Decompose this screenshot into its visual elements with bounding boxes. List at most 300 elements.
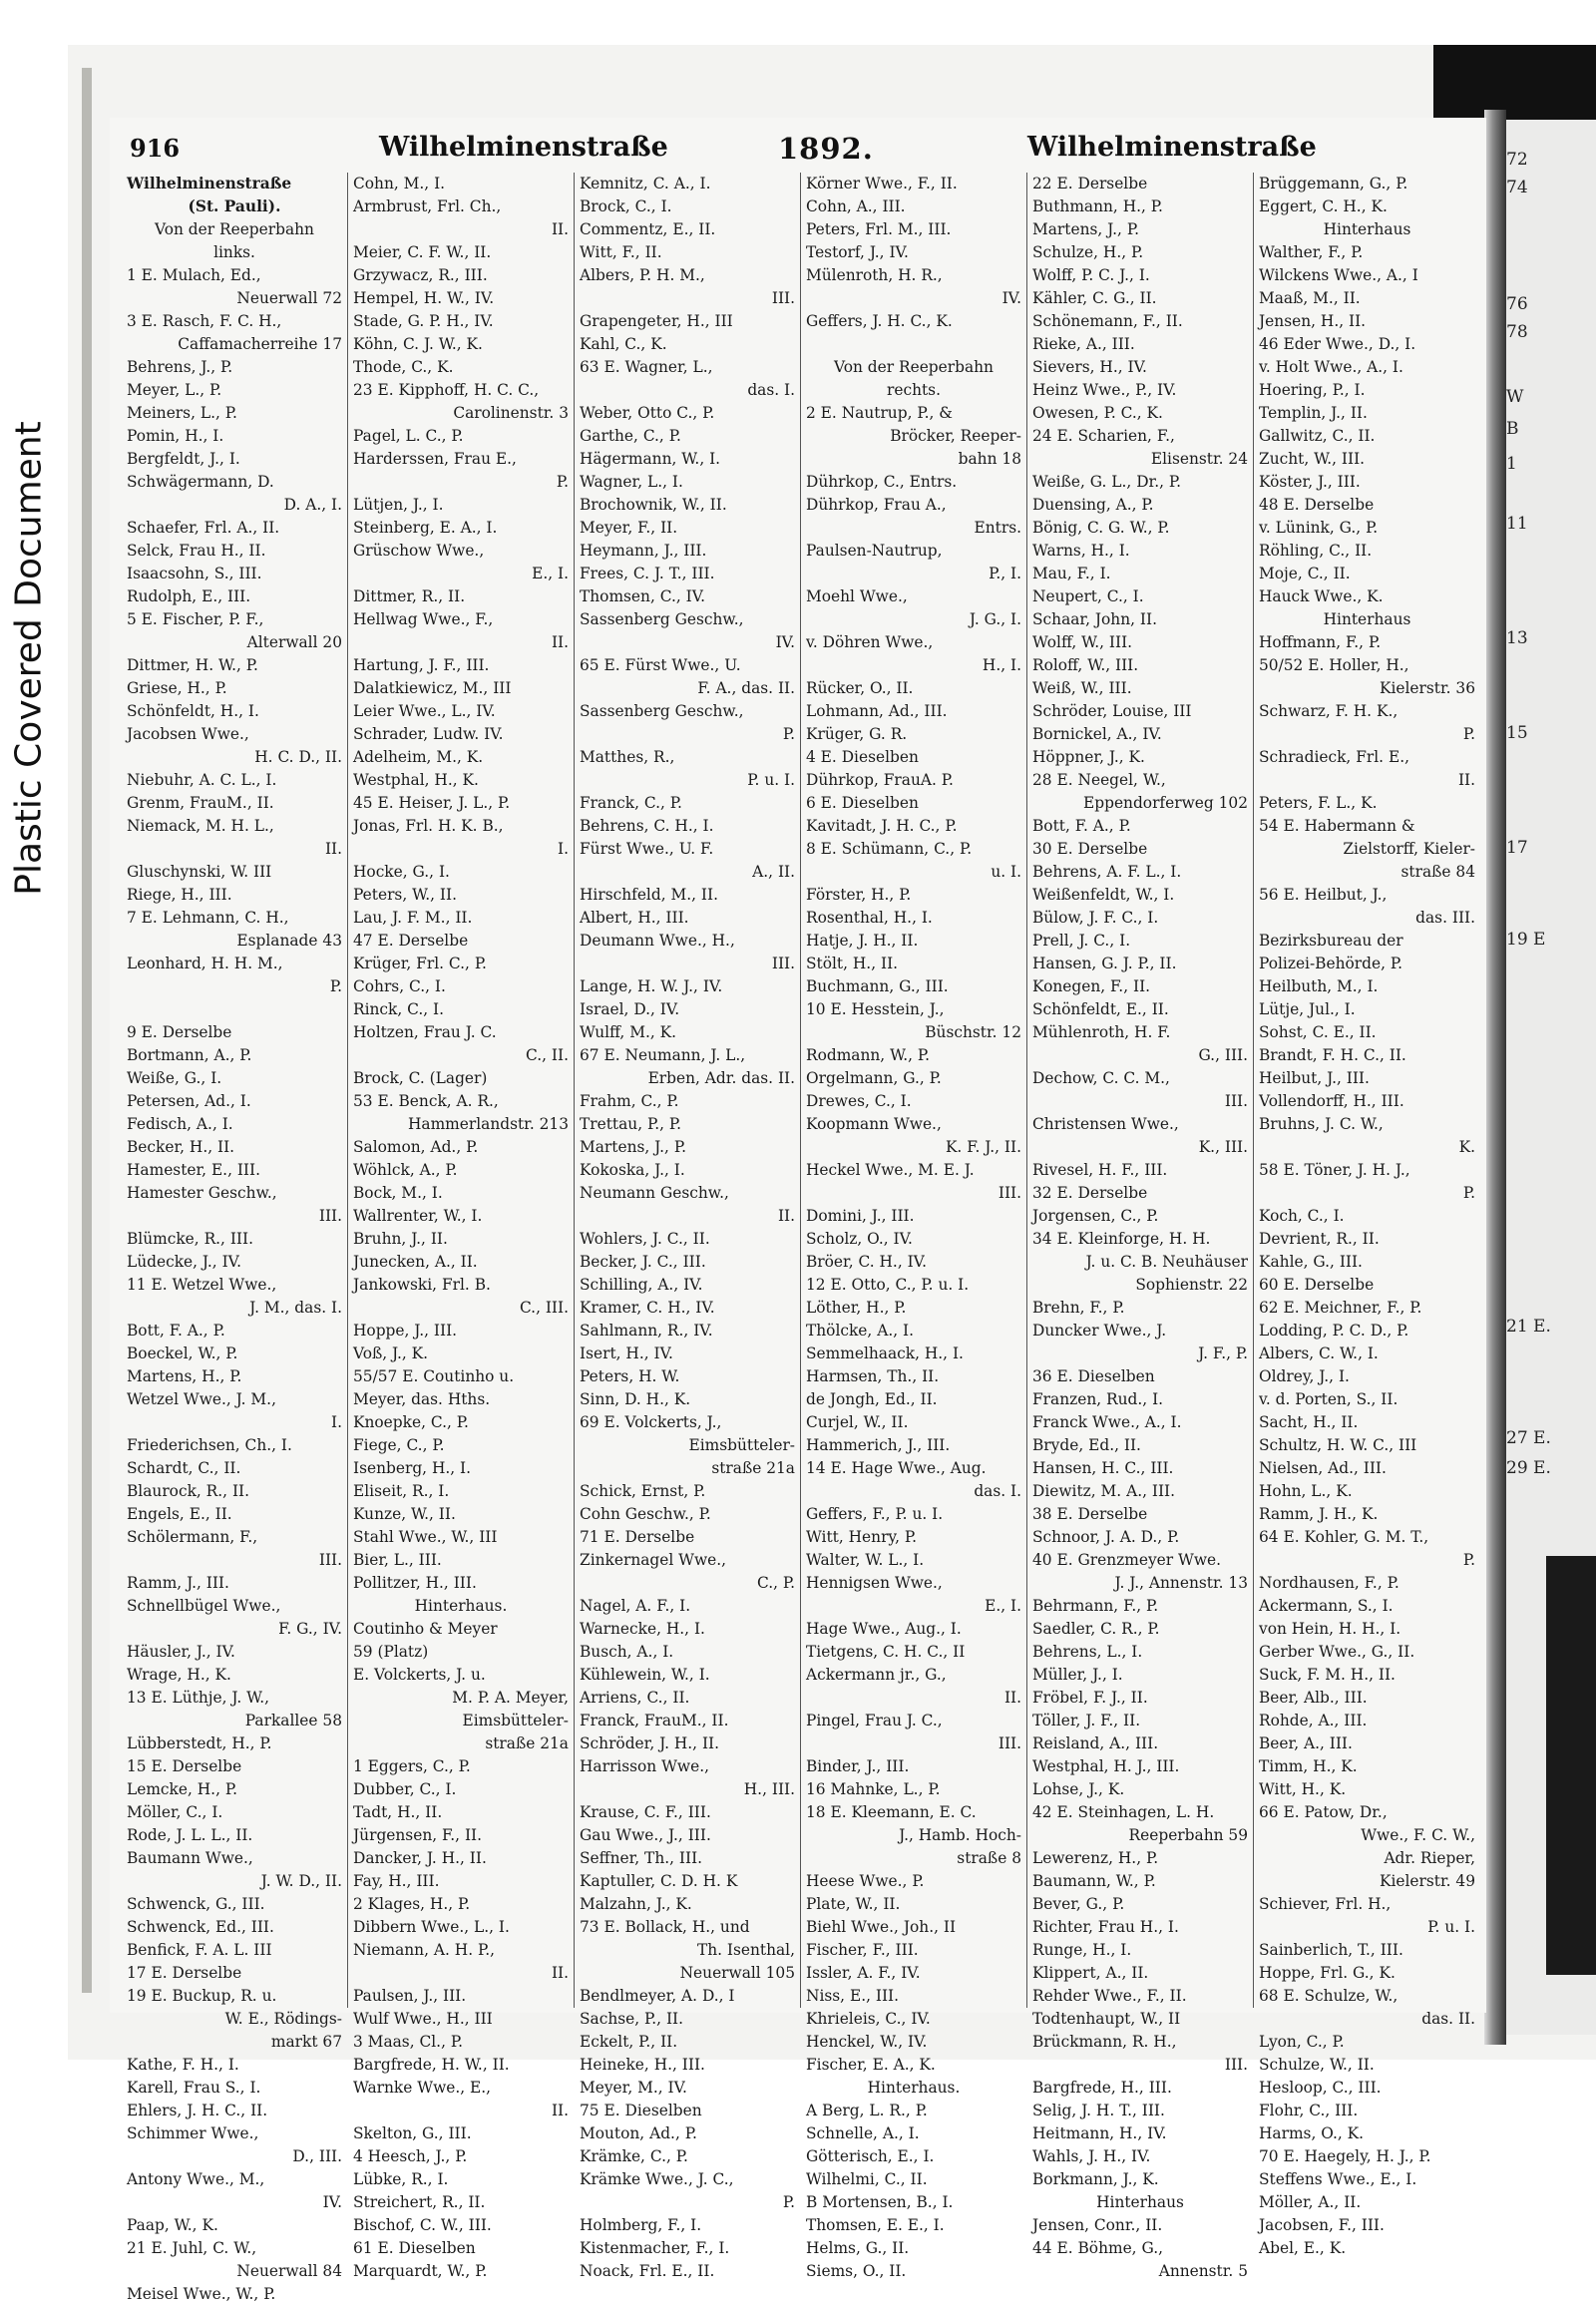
directory-entry: 66 E. Patow, Dr., xyxy=(1259,1803,1388,1821)
directory-entry: Häusler, J., IV. xyxy=(127,1643,235,1661)
directory-entry: A Berg, L. R., P. xyxy=(806,2102,928,2119)
directory-entry: 8 E. Schümann, C., P. xyxy=(806,840,973,858)
directory-entry: das. II. xyxy=(1421,2010,1475,2028)
directory-entry: Salomon, Ad., P. xyxy=(353,1138,479,1156)
directory-entry: Sohst, C. E., II. xyxy=(1259,1023,1377,1041)
directory-entry: 64 E. Kohler, G. M. T., xyxy=(1259,1528,1429,1546)
directory-entry: Dechow, C. C. M., xyxy=(1032,1069,1170,1087)
next-page-fragment: 27 E. xyxy=(1506,1428,1551,1448)
directory-entry: Grenm, FrauM., II. xyxy=(127,794,274,812)
directory-entry: Dührkop, FrauA. P. xyxy=(806,771,954,789)
directory-entry: Polizei-Behörde, P. xyxy=(1259,955,1403,972)
directory-entry: Albers, P. H. M., xyxy=(580,266,705,284)
directory-column-1 xyxy=(122,173,348,2303)
directory-entry: Sassenberg Geschw., xyxy=(580,610,744,628)
directory-entry: markt 67 xyxy=(270,2033,342,2051)
directory-entry: P. xyxy=(329,977,342,995)
directory-entry: Hellwag Wwe., F., xyxy=(353,610,494,628)
directory-entry: Voß, J., K. xyxy=(353,1345,429,1362)
directory-entry: H., I. xyxy=(982,656,1021,674)
next-page-fragment: 1 xyxy=(1506,454,1517,474)
directory-entry: Dancker, J. H., II. xyxy=(353,1849,487,1867)
directory-entry: Wallrenter, W., I. xyxy=(353,1207,483,1225)
directory-entry: Behrens, A. F. L., I. xyxy=(1032,863,1182,881)
directory-entry: 12 E. Otto, C., P. u. I. xyxy=(806,1276,970,1294)
directory-entry xyxy=(127,998,342,1021)
directory-entry: P. xyxy=(1462,725,1475,743)
directory-entry: Scholz, O., IV. xyxy=(806,1230,913,1248)
directory-entry: 62 E. Meichner, F., P. xyxy=(1259,1299,1422,1317)
directory-entry: IV. xyxy=(322,2193,342,2211)
next-page-fragment: 29 E. xyxy=(1506,1458,1551,1478)
directory-entry: Hocke, G., I. xyxy=(353,863,450,881)
directory-entry: Lau, J. F. M., II. xyxy=(353,909,473,927)
directory-entry: Franck, FrauM., II. xyxy=(580,1712,729,1730)
directory-entry: III. xyxy=(998,1734,1021,1752)
directory-entry: 36 E. Dieselben xyxy=(1032,1367,1155,1385)
directory-entry: Behrmann, F., P. xyxy=(1032,1597,1159,1615)
directory-entry: Neupert, C., I. xyxy=(1032,587,1144,605)
directory-entry: Hansen, H. C., III. xyxy=(1032,1459,1174,1477)
directory-entry: 50/52 E. Holler, H., xyxy=(1259,656,1409,674)
directory-entry: A., II. xyxy=(752,863,795,881)
directory-entry: Bargfrede, H., III. xyxy=(1032,2079,1172,2097)
directory-entry: Thode, C., K. xyxy=(353,358,454,376)
directory-entry: Krause, C. F., III. xyxy=(580,1803,711,1821)
directory-entry: Rohde, A., III. xyxy=(1259,1712,1368,1730)
directory-entry: Hinterhaus xyxy=(1096,2193,1184,2211)
directory-entry: Krämke Wwe., J. C., xyxy=(580,2170,734,2188)
next-page-fragment: 74 xyxy=(1506,178,1528,197)
directory-entry: Eppendorferweg 102 xyxy=(1083,794,1248,812)
directory-entry: Fedisch, A., I. xyxy=(127,1115,233,1133)
directory-entry: Brock, C. (Lager) xyxy=(353,1069,488,1087)
directory-entry: Bever, G., P. xyxy=(1032,1895,1125,1913)
directory-entry: links. xyxy=(213,243,255,261)
directory-entry: Blaurock, R., II. xyxy=(127,1482,249,1500)
directory-entry: Frahm, C., P. xyxy=(580,1092,679,1110)
directory-entry: Moehl Wwe., xyxy=(806,587,908,605)
directory-entry: Franck Wwe., A., I. xyxy=(1032,1413,1182,1431)
directory-entry: bahn 18 xyxy=(958,450,1021,468)
directory-entry: Noack, Frl. E., II. xyxy=(580,2262,715,2280)
directory-entry: Griese, H., P. xyxy=(127,679,227,697)
directory-entry: III. xyxy=(318,1551,342,1569)
directory-entry: Isenberg, H., I. xyxy=(353,1459,472,1477)
directory-entry: Busch, A., I. xyxy=(580,1643,674,1661)
directory-entry: Franck, C., P. xyxy=(580,794,682,812)
directory-entry: Owesen, P. C., K. xyxy=(1032,404,1163,422)
directory-entry: Rodmann, W., P. xyxy=(806,1046,931,1064)
directory-page xyxy=(110,118,1486,2303)
directory-entry: Neuerwall 72 xyxy=(236,289,342,307)
directory-entry: Behrens, L., I. xyxy=(1032,1643,1143,1661)
directory-entry: Kaptuller, C. D. H. K xyxy=(580,1872,738,1890)
directory-entry: 46 Eder Wwe., D., I. xyxy=(1259,335,1416,353)
directory-entry: Curjel, W., II. xyxy=(806,1413,909,1431)
directory-entry: Schulze, W., II. xyxy=(1259,2056,1375,2074)
directory-entry: Bott, F. A., P. xyxy=(127,1322,225,1340)
directory-entry: Semmelhaack, H., I. xyxy=(806,1345,964,1362)
directory-entry: Borkmann, J., K. xyxy=(1032,2170,1159,2188)
directory-entry: Schwenck, Ed., III. xyxy=(127,1918,274,1936)
directory-entry: das. I. xyxy=(747,381,795,399)
directory-entry: Junecken, A., II. xyxy=(353,1253,478,1271)
directory-entry: 5 E. Fischer, P. F., xyxy=(127,610,264,628)
directory-entry: Eckelt, P., II. xyxy=(580,2033,678,2051)
directory-entry: J. J., Annenstr. 13 xyxy=(1114,1574,1248,1592)
directory-entry: 14 E. Hage Wwe., Aug. xyxy=(806,1459,987,1477)
scanner-shadow-right xyxy=(1546,1556,1596,1975)
directory-entry: de Jongh, Ed., II. xyxy=(806,1390,938,1408)
directory-entry: Adr. Rieper, xyxy=(1384,1849,1475,1867)
directory-entry: 4 Heesch, J., P. xyxy=(353,2147,468,2165)
directory-entry: Kühlewein, W., I. xyxy=(580,1666,710,1684)
directory-entry: Sachse, P., II. xyxy=(580,2010,684,2028)
directory-entry: E. Volckerts, J. u. xyxy=(353,1666,486,1684)
directory-entry: Kunze, W., II. xyxy=(353,1505,456,1523)
directory-entry: Dubber, C., I. xyxy=(353,1780,457,1798)
directory-entry: Matthes, R., xyxy=(580,748,675,766)
directory-entry: Marquardt, W., P. xyxy=(353,2262,488,2280)
directory-entry: Heilbuth, M., I. xyxy=(1259,977,1379,995)
directory-entry: Bier, L., III. xyxy=(353,1551,442,1569)
directory-entry: Meier, C. F. W., II. xyxy=(353,243,492,261)
directory-entry: Paap, W., K. xyxy=(127,2216,218,2234)
directory-entry: Eimsbütteler- xyxy=(462,1712,569,1730)
directory-entry: v. d. Porten, S., II. xyxy=(1259,1390,1398,1408)
directory-entry: Kokoska, J., I. xyxy=(580,1161,685,1179)
directory-entry: Lübberstedt, H., P. xyxy=(127,1734,272,1752)
directory-entry: Albert, H., III. xyxy=(580,909,689,927)
directory-entry: Schwägermann, D. xyxy=(127,473,274,491)
directory-entry: Wulff, M., K. xyxy=(580,1023,677,1041)
directory-entry: Bönig, C. G. W., P. xyxy=(1032,519,1170,537)
directory-entry: Zucht, W., III. xyxy=(1259,450,1366,468)
directory-entry: Löther, H., P. xyxy=(806,1299,907,1317)
directory-entry: Martens, H., P. xyxy=(127,1367,242,1385)
directory-entry: Stahl Wwe., W., III xyxy=(353,1528,498,1546)
next-page-fragment: 17 xyxy=(1506,838,1528,858)
directory-entry: P. xyxy=(1462,1184,1475,1202)
directory-entry: Wahls, J. H., IV. xyxy=(1032,2147,1151,2165)
directory-entry: Schilling, A., IV. xyxy=(580,1276,703,1294)
directory-entry: Hirschfeld, M., II. xyxy=(580,886,718,904)
directory-entry: P. u. I. xyxy=(747,771,795,789)
directory-entry: Müller, J., I. xyxy=(1032,1666,1123,1684)
overlay-label: Plastic Covered Document xyxy=(8,421,50,896)
directory-entry: Wohlers, J. C., II. xyxy=(580,1230,710,1248)
directory-entry: D. A., I. xyxy=(283,496,342,514)
directory-entry: Niss, E., III. xyxy=(806,1987,900,2005)
directory-entry: von Hein, H. H., I. xyxy=(1259,1620,1401,1638)
directory-entry: 40 E. Grenzmeyer Wwe. xyxy=(1032,1551,1222,1569)
running-head-left: Wilhelminenstraße xyxy=(379,132,668,163)
directory-entry: Bortmann, A., P. xyxy=(127,1046,252,1064)
directory-entry: Dührkop, Frau A., xyxy=(806,496,947,514)
directory-entry: Knoepke, C., P. xyxy=(353,1413,469,1431)
directory-entry: Hammerich, J., III. xyxy=(806,1436,951,1454)
directory-entry: F. A., das. II. xyxy=(697,679,795,697)
directory-entry: Gau Wwe., J., III. xyxy=(580,1826,711,1844)
directory-entry: Henckel, W., IV. xyxy=(806,2033,928,2051)
directory-entry: Bryde, Ed., II. xyxy=(1032,1436,1141,1454)
directory-entry: Krüger, Frl. C., P. xyxy=(353,955,487,972)
directory-entry: Wrage, H., K. xyxy=(127,1666,231,1684)
directory-entry: 34 E. Kleinforge, H. H. xyxy=(1032,1230,1211,1248)
directory-entry: Schönfeldt, E., II. xyxy=(1032,1000,1169,1018)
directory-entry: Witt, H., K. xyxy=(1259,1780,1347,1798)
next-page-fragment: 11 xyxy=(1506,514,1528,534)
directory-entry: Witt, Henry, P. xyxy=(806,1528,917,1546)
directory-entry: 55/57 E. Coutinho u. xyxy=(353,1367,515,1385)
directory-entry: straße 21a xyxy=(485,1734,569,1752)
directory-entry: 19 E. Buckup, R. u. xyxy=(127,1987,277,2005)
directory-entry: Sainberlich, T., III. xyxy=(1259,1941,1403,1959)
directory-entry: II. xyxy=(1457,771,1475,789)
directory-entry: II. xyxy=(551,2102,569,2119)
directory-entry: Martens, J., P. xyxy=(580,1138,686,1156)
directory-entry: Isaacsohn, S., III. xyxy=(127,565,262,582)
directory-entry: Testorf, J., IV. xyxy=(806,243,909,261)
directory-entry: Röhling, C., II. xyxy=(1259,542,1373,560)
directory-entry: K. F. J., II. xyxy=(945,1138,1021,1156)
directory-entry: u. I. xyxy=(991,863,1021,881)
directory-entry: Beer, A., III. xyxy=(1259,1734,1353,1752)
directory-entry: Schwarz, F. H. K., xyxy=(1259,702,1398,720)
directory-entry: 71 E. Derselbe xyxy=(580,1528,695,1546)
directory-entry: 2 E. Nautrup, P., & xyxy=(806,404,953,422)
directory-entry: Kathe, F. H., I. xyxy=(127,2056,239,2074)
directory-entry: Peters, W., II. xyxy=(353,886,457,904)
directory-entry: Hempel, H. W., IV. xyxy=(353,289,495,307)
directory-entry: 17 E. Derselbe xyxy=(127,1964,242,1982)
directory-entry: Arriens, C., II. xyxy=(580,1689,690,1707)
directory-entry: Lohmann, Ad., III. xyxy=(806,702,948,720)
directory-entry: Boeckel, W., P. xyxy=(127,1345,238,1362)
directory-entry: K., III. xyxy=(1198,1138,1248,1156)
directory-entry: Harms, O., K. xyxy=(1259,2124,1365,2142)
directory-entry: v. Lünink, G., P. xyxy=(1259,519,1379,537)
directory-entry: Wetzel Wwe., J. M., xyxy=(127,1390,276,1408)
directory-entry: Nagel, A. F., I. xyxy=(580,1597,691,1615)
directory-entry: v. Holt Wwe., A., I. xyxy=(1259,358,1403,376)
next-page-fragment: B xyxy=(1506,419,1519,439)
directory-entry: 75 E. Dieselben xyxy=(580,2102,702,2119)
directory-entry: Bülow, J. F. C., I. xyxy=(1032,909,1159,927)
directory-entry: Niebuhr, A. C. L., I. xyxy=(127,771,277,789)
directory-entry: Schimmer Wwe., xyxy=(127,2124,259,2142)
directory-entry: Bargfrede, H. W., II. xyxy=(353,2056,510,2074)
directory-entry: 3 Maas, Cl., P. xyxy=(353,2033,463,2051)
directory-entry: Wolff, P. C. J., I. xyxy=(1032,266,1150,284)
directory-entry: Büschstr. 12 xyxy=(925,1023,1021,1041)
directory-entry: Hamester, E., III. xyxy=(127,1161,260,1179)
directory-entry: Hansen, G. J. P., II. xyxy=(1032,955,1177,972)
directory-entry: Orgelmann, G., P. xyxy=(806,1069,942,1087)
directory-entry: II. xyxy=(1003,1689,1021,1707)
directory-entry: I. xyxy=(558,840,569,858)
directory-entry: Möller, C., I. xyxy=(127,1803,223,1821)
directory-entry: Domini, J., III. xyxy=(806,1207,915,1225)
directory-entry: Timm, H., K. xyxy=(1259,1757,1358,1775)
directory-entry: Dittmer, R., II. xyxy=(353,587,466,605)
directory-entry: Bröer, C. H., IV. xyxy=(806,1253,927,1271)
directory-entry: Brandt, F. H. C., II. xyxy=(1259,1046,1406,1064)
directory-entry: Kistenmacher, F., I. xyxy=(580,2239,730,2257)
directory-entry: Dibbern Wwe., L., I. xyxy=(353,1918,510,1936)
directory-entry: Hatje, J. H., II. xyxy=(806,932,919,950)
directory-entry: Reisland, A., III. xyxy=(1032,1734,1159,1752)
directory-entry: Buthmann, H., P. xyxy=(1032,197,1163,215)
directory-entry: B Mortensen, B., I. xyxy=(806,2193,954,2211)
directory-entry: 9 E. Derselbe xyxy=(127,1023,232,1041)
year-heading: 1892. xyxy=(778,132,874,166)
directory-entry: Neuerwall 105 xyxy=(679,1964,795,1982)
directory-entry: Eliseit, R., I. xyxy=(353,1482,450,1500)
running-head-right: Wilhelminenstraße xyxy=(1027,132,1317,163)
directory-entry: Devrient, R., II. xyxy=(1259,1230,1380,1248)
directory-entry: Peters, Frl. M., III. xyxy=(806,220,952,238)
directory-entry: F. G., IV. xyxy=(278,1620,342,1638)
directory-entry: Cohrs, C., I. xyxy=(353,977,446,995)
directory-entry: Schnoor, J. A. D., P. xyxy=(1032,1528,1180,1546)
directory-entry: Steinberg, E. A., I. xyxy=(353,519,498,537)
directory-entry: Becker, J. C., III. xyxy=(580,1253,706,1271)
directory-entry: Ramm, J., III. xyxy=(127,1574,229,1592)
directory-entry: Jacobsen Wwe., xyxy=(127,725,249,743)
directory-entry: Heese Wwe., P. xyxy=(806,1872,925,1890)
directory-entry: Walter, W. L., I. xyxy=(806,1551,925,1569)
directory-entry: Friederichsen, Ch., I. xyxy=(127,1436,292,1454)
directory-entry: Harderssen, Frau E., xyxy=(353,450,517,468)
directory-entry: Pingel, Frau J. C., xyxy=(806,1712,943,1730)
directory-entry: Grzywacz, R., III. xyxy=(353,266,488,284)
directory-entry: Hägermann, W., I. xyxy=(580,450,721,468)
directory-entry: Bornickel, A., IV. xyxy=(1032,725,1162,743)
directory-column-5 xyxy=(1027,173,1254,2280)
directory-entry: Vollendorff, H., III. xyxy=(1259,1092,1404,1110)
directory-entry: Helms, G., II. xyxy=(806,2239,910,2257)
directory-entry: Weiße, G., I. xyxy=(127,1069,222,1087)
directory-entry: Hinterhaus xyxy=(1323,610,1411,628)
directory-entry: Bröcker, Reeper- xyxy=(890,427,1021,445)
directory-entry: Warns, H., I. xyxy=(1032,542,1130,560)
directory-entry: Diewitz, M. A., III. xyxy=(1032,1482,1176,1500)
directory-entry: Christensen Wwe., xyxy=(1032,1115,1179,1133)
directory-entry: Weiße, G. L., Dr., P. xyxy=(1032,473,1182,491)
directory-entry: Lüdecke, J., IV. xyxy=(127,1253,241,1271)
directory-entry: Heineke, H., III. xyxy=(580,2056,705,2074)
directory-entry: Fürst Wwe., U. F. xyxy=(580,840,714,858)
directory-entry: Leonhard, H. H. M., xyxy=(127,955,283,972)
directory-entry: Wilhelmi, C., II. xyxy=(806,2170,928,2188)
directory-entry: Sinn, D. H., K. xyxy=(580,1390,691,1408)
directory-entry: Richter, Frau H., I. xyxy=(1032,1918,1179,1936)
directory-entry: 60 E. Derselbe xyxy=(1259,1276,1375,1294)
directory-entry: Wulf Wwe., H., III xyxy=(353,2010,493,2028)
directory-entry: Leier Wwe., L., IV. xyxy=(353,702,496,720)
directory-entry: 70 E. Haegely, H. J., P. xyxy=(1259,2147,1431,2165)
directory-entry: Brochownik, W., II. xyxy=(580,496,727,514)
directory-entry: Entrs. xyxy=(974,519,1021,537)
directory-entry: C., II. xyxy=(526,1046,569,1064)
directory-entry: Eimsbütteler- xyxy=(688,1436,795,1454)
directory-entry: Weißenfeldt, W., I. xyxy=(1032,886,1175,904)
directory-entry: C., P. xyxy=(756,1574,795,1592)
directory-entry: 22 E. Derselbe xyxy=(1032,175,1148,192)
directory-entry: G., III. xyxy=(1198,1046,1248,1064)
directory-entry: Kähler, C. G., II. xyxy=(1032,289,1157,307)
directory-entry: Hohn, L., K. xyxy=(1259,1482,1353,1500)
page-edge xyxy=(82,68,92,1993)
directory-entry: I. xyxy=(331,1413,342,1431)
directory-entry: Heymann, J., III. xyxy=(580,542,707,560)
directory-entry: Adelheim, M., K. xyxy=(353,748,484,766)
directory-entry: Heinz Wwe., P., IV. xyxy=(1032,381,1177,399)
directory-column-4 xyxy=(801,173,1027,2280)
directory-column-3 xyxy=(575,173,801,2280)
directory-entry: E., I. xyxy=(532,565,569,582)
directory-entry: Reeperbahn 59 xyxy=(1128,1826,1248,1844)
directory-entry: Selig, J. H. T., III. xyxy=(1032,2102,1165,2119)
directory-entry: 4 E. Dieselben xyxy=(806,748,919,766)
next-page-fragment: 19 E xyxy=(1506,930,1546,950)
directory-entry: Koch, C., I. xyxy=(1259,1207,1345,1225)
directory-entry: Isert, H., IV. xyxy=(580,1345,673,1362)
directory-entry: J. u. C. B. Neuhäuser xyxy=(1085,1253,1248,1271)
next-page-fragment: 13 xyxy=(1506,628,1528,648)
directory-entry: 53 E. Benck, A. R., xyxy=(353,1092,499,1110)
directory-entry: Neumann Geschw., xyxy=(580,1184,729,1202)
directory-entry: 67 E. Neumann, J. L., xyxy=(580,1046,746,1064)
directory-entry: Geffers, F., P. u. I. xyxy=(806,1505,944,1523)
directory-entry: 10 E. Hesstein, J., xyxy=(806,1000,945,1018)
directory-entry: Schick, Ernst, P. xyxy=(580,1482,706,1500)
directory-entry: Blümcke, R., III. xyxy=(127,1230,253,1248)
directory-entry: Pollitzer, H., III. xyxy=(353,1574,477,1592)
directory-entry: Bischof, C. W., III. xyxy=(353,2216,492,2234)
directory-entry: 32 E. Derselbe xyxy=(1032,1184,1148,1202)
directory-entry: Karell, Frau S., I. xyxy=(127,2079,261,2097)
directory-entry: 42 E. Steinhagen, L. H. xyxy=(1032,1803,1215,1821)
directory-entry: Moje, C., II. xyxy=(1259,565,1351,582)
next-page-fragment: 21 E. xyxy=(1506,1317,1551,1337)
directory-entry: (St. Pauli). xyxy=(188,197,281,215)
directory-entry: Hinterhaus. xyxy=(867,2079,961,2097)
directory-entry: 3 E. Rasch, F. C. H., xyxy=(127,312,282,330)
directory-entry: 59 (Platz) xyxy=(353,1643,429,1661)
directory-entry: Weber, Otto C., P. xyxy=(580,404,715,422)
directory-entry: Wilckens Wwe., A., I xyxy=(1259,266,1418,284)
directory-entry: 47 E. Derselbe xyxy=(353,932,469,950)
directory-entry: straße 21a xyxy=(711,1459,795,1477)
directory-entry: Schiever, Frl. H., xyxy=(1259,1895,1392,1913)
directory-entry: Westphal, H. J., III. xyxy=(1032,1757,1180,1775)
directory-entry: Bott, F. A., P. xyxy=(1032,817,1131,835)
directory-entry: Nordhausen, F., P. xyxy=(1259,1574,1399,1592)
directory-entry: Schradieck, Frl. E., xyxy=(1259,748,1409,766)
directory-entry: Koopmann Wwe., xyxy=(806,1115,942,1133)
directory-entry: Wilhelminenstraße xyxy=(127,175,292,192)
directory-entry: Schnellbügel Wwe., xyxy=(127,1597,281,1615)
directory-entry: Heckel Wwe., M. E. J. xyxy=(806,1161,975,1179)
directory-entry: Höppner, J., K. xyxy=(1032,748,1145,766)
directory-entry: Gerber Wwe., G., II. xyxy=(1259,1643,1415,1661)
directory-entry: Niemack, M. H. L., xyxy=(127,817,274,835)
directory-entry: 2 Klages, H., P. xyxy=(353,1895,471,1913)
directory-entry: Brehn, F., P. xyxy=(1032,1299,1125,1317)
